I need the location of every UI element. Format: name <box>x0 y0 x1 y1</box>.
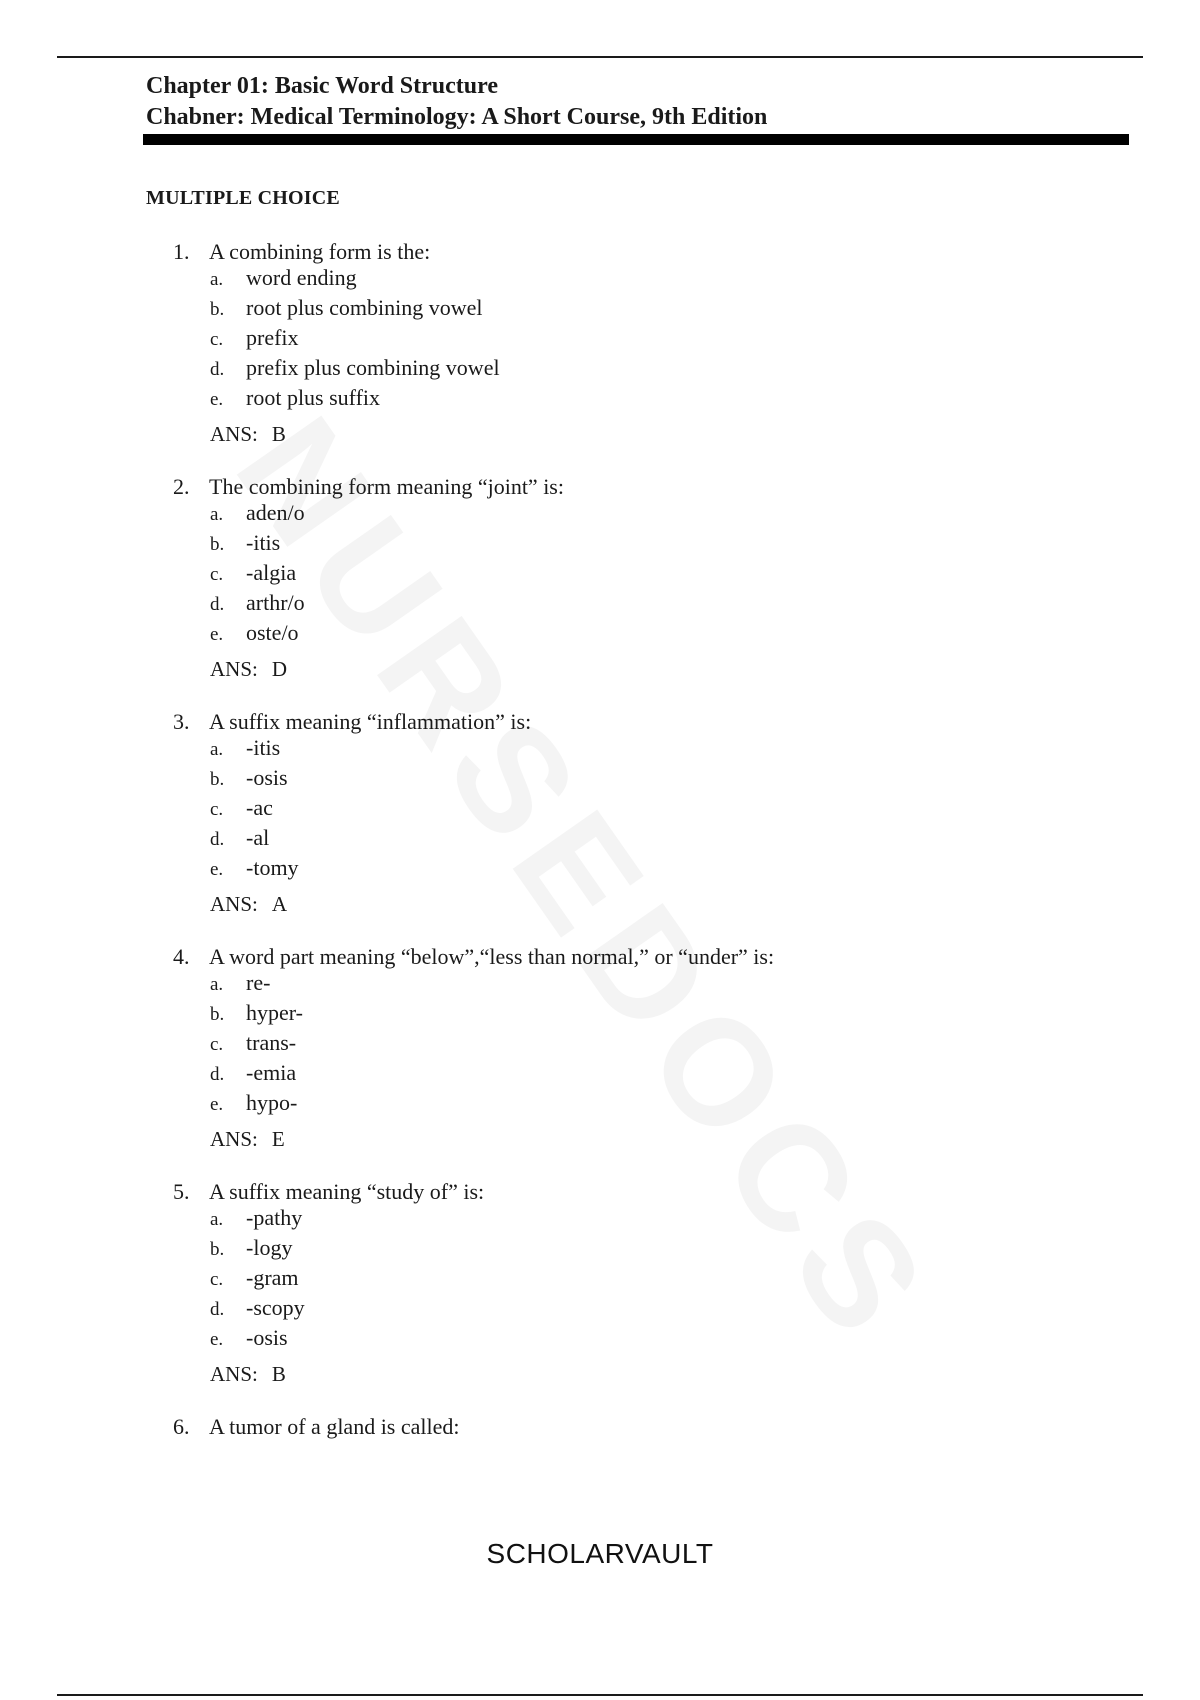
answer-label: ANS: <box>210 422 258 446</box>
top-rule <box>57 56 1143 58</box>
question-stem <box>173 238 430 266</box>
option-letter: c. <box>210 564 224 585</box>
answer-label: ANS: <box>210 657 258 681</box>
option-text: hyper- <box>246 1000 303 1025</box>
answer-option <box>210 1324 305 1354</box>
option-text: -tomy <box>246 855 299 880</box>
option-letter: a. <box>210 504 224 525</box>
answer-option <box>210 1294 305 1324</box>
option-letter: b. <box>210 534 225 555</box>
answer-option <box>210 1234 305 1264</box>
option-letter: b. <box>210 1004 225 1025</box>
question-number: 3. <box>173 709 190 734</box>
option-text: -itis <box>246 735 281 760</box>
option-letter: e. <box>210 859 224 880</box>
question-item <box>0 238 1200 473</box>
option-text: -pathy <box>246 1205 303 1230</box>
footer-brand: SCHOLARVAULT <box>486 1538 714 1569</box>
answer-label: ANS: <box>210 892 258 916</box>
option-text: -algia <box>246 560 297 585</box>
option-letter: a. <box>210 269 224 290</box>
answer-option <box>210 734 299 764</box>
option-text: word ending <box>246 265 357 290</box>
answer-option <box>210 589 305 619</box>
option-letter: c. <box>210 1269 224 1290</box>
answer-option <box>210 384 500 414</box>
option-letter: c. <box>210 1034 224 1055</box>
question-number: 5. <box>173 1179 190 1204</box>
answer-option <box>210 824 299 854</box>
answer-key <box>210 1360 286 1388</box>
option-text: re- <box>246 970 271 995</box>
answer-value: D <box>271 657 288 681</box>
answer-value: A <box>271 892 288 916</box>
option-text: root plus combining vowel <box>246 295 483 320</box>
option-list <box>210 1204 305 1354</box>
option-letter: b. <box>210 1239 225 1260</box>
option-text: prefix <box>246 325 299 350</box>
option-letter: b. <box>210 299 225 320</box>
option-text: -gram <box>246 1265 299 1290</box>
question-stem <box>173 708 531 736</box>
answer-option <box>210 529 305 559</box>
option-text: -emia <box>246 1060 297 1085</box>
question-item <box>0 473 1200 708</box>
option-text: -logy <box>246 1235 293 1260</box>
question-stem <box>173 1413 460 1441</box>
answer-option <box>210 1029 303 1059</box>
answer-value: E <box>271 1127 285 1151</box>
question-list <box>0 238 1200 1648</box>
option-letter: b. <box>210 769 225 790</box>
answer-option <box>210 764 299 794</box>
answer-option <box>210 619 305 649</box>
question-text: A word part meaning “below”,“less than normal,” or “under” is: <box>209 944 775 969</box>
answer-option <box>210 499 305 529</box>
option-letter: c. <box>210 799 224 820</box>
option-text: prefix plus combining vowel <box>246 355 500 380</box>
option-letter: d. <box>210 594 225 615</box>
option-text: -itis <box>246 530 281 555</box>
option-letter: a. <box>210 1209 224 1230</box>
answer-option <box>210 264 500 294</box>
option-list <box>210 734 299 884</box>
question-item <box>0 943 1200 1178</box>
option-text: -osis <box>246 765 288 790</box>
option-text: arthr/o <box>246 590 305 615</box>
answer-option <box>210 854 299 884</box>
option-list <box>210 969 303 1119</box>
answer-option <box>210 559 305 589</box>
answer-label: ANS: <box>210 1127 258 1151</box>
question-item <box>0 1178 1200 1413</box>
answer-key <box>210 420 286 448</box>
answer-key <box>210 890 287 918</box>
option-letter: e. <box>210 1329 224 1350</box>
document-header <box>146 71 767 133</box>
option-letter: e. <box>210 1094 224 1115</box>
question-stem <box>173 473 564 501</box>
option-letter: a. <box>210 739 224 760</box>
question-text: A combining form is the: <box>209 239 431 264</box>
answer-option <box>210 1264 305 1294</box>
question-item <box>0 708 1200 943</box>
question-stem <box>173 943 774 971</box>
answer-option <box>210 294 500 324</box>
answer-option <box>210 354 500 384</box>
answer-key <box>210 1125 285 1153</box>
question-stem <box>173 1178 484 1206</box>
option-text: -osis <box>246 1325 288 1350</box>
option-text: trans- <box>246 1030 297 1055</box>
answer-value: B <box>271 422 286 446</box>
question-item <box>0 1413 1200 1648</box>
book-title: Chabner: Medical Terminology: A Short Course, 9th Edition <box>146 104 768 130</box>
question-number: 4. <box>173 944 190 969</box>
answer-option <box>210 794 299 824</box>
option-letter: d. <box>210 829 225 850</box>
answer-option <box>210 1204 305 1234</box>
option-text: root plus suffix <box>246 385 381 410</box>
question-number: 1. <box>173 239 190 264</box>
question-number: 6. <box>173 1414 190 1439</box>
option-text: -al <box>246 825 270 850</box>
answer-value: B <box>271 1362 286 1386</box>
option-text: -scopy <box>246 1295 305 1320</box>
option-list <box>210 499 305 649</box>
question-text: A tumor of a gland is called: <box>209 1414 460 1439</box>
answer-option <box>210 999 303 1029</box>
answer-option <box>210 969 303 999</box>
answer-option <box>210 324 500 354</box>
question-text: The combining form meaning “joint” is: <box>209 474 564 499</box>
option-letter: e. <box>210 624 224 645</box>
option-text: aden/o <box>246 500 305 525</box>
answer-key <box>210 655 287 683</box>
question-text: A suffix meaning “study of” is: <box>209 1179 485 1204</box>
question-number: 2. <box>173 474 190 499</box>
section-heading: MULTIPLE CHOICE <box>146 187 340 209</box>
option-list <box>210 264 500 414</box>
option-letter: d. <box>210 1064 225 1085</box>
option-letter: e. <box>210 389 224 410</box>
chapter-title: Chapter 01: Basic Word Structure <box>146 73 498 99</box>
option-text: oste/o <box>246 620 299 645</box>
question-text: A suffix meaning “inflammation” is: <box>209 709 532 734</box>
answer-option <box>210 1059 303 1089</box>
header-bar <box>143 134 1129 145</box>
option-letter: d. <box>210 359 225 380</box>
answer-option <box>210 1089 303 1119</box>
option-text: hypo- <box>246 1090 298 1115</box>
option-text: -ac <box>246 795 273 820</box>
answer-label: ANS: <box>210 1362 258 1386</box>
option-letter: a. <box>210 974 224 995</box>
option-letter: d. <box>210 1299 225 1320</box>
option-letter: c. <box>210 329 224 350</box>
bottom-rule <box>57 1694 1143 1696</box>
